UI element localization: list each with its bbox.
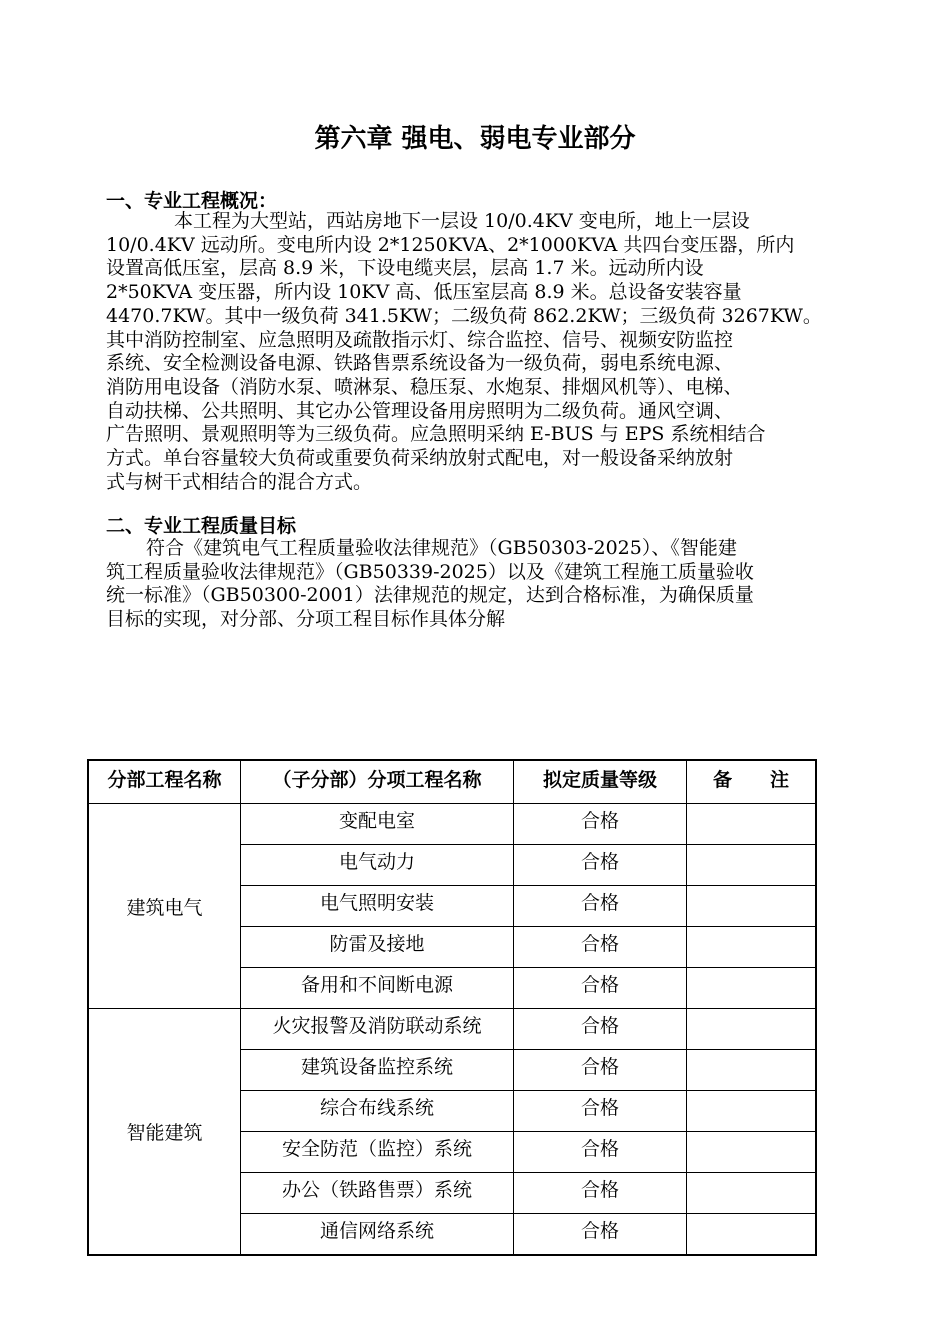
note-cell bbox=[687, 968, 817, 1009]
grade-cell: 合格 bbox=[514, 1091, 687, 1132]
header-division: 分部工程名称 bbox=[88, 760, 241, 804]
paragraph-line: 方式。单台容量较大负荷或重要负荷采纳放射式配电，对一般设备采纳放射 bbox=[106, 447, 734, 470]
grade-cell: 合格 bbox=[514, 1009, 687, 1050]
note-cell bbox=[687, 927, 817, 968]
paragraph-line: 设置高低压室，层高 8.9 米，下设电缆夹层，层高 1.7 米。远动所内设 bbox=[106, 257, 704, 280]
paragraph-line: 10/0.4KV 远动所。变电所内设 2*1250KVA、2*1000KVA 共四台变压器，所内 bbox=[106, 233, 795, 256]
paragraph-line: 自动扶梯、公共照明、其它办公管理设备用房照明为二级负荷。通风空调、 bbox=[106, 399, 734, 422]
item-cell: 安全防范（监控）系统 bbox=[241, 1132, 514, 1173]
paragraph-line: 本工程为大型站，西站房地下一层设 10/0.4KV 变电所，地上一层设 bbox=[174, 210, 750, 232]
item-cell: 电气动力 bbox=[241, 845, 514, 886]
item-cell: 建筑设备监控系统 bbox=[241, 1050, 514, 1091]
paragraph-line: 筑工程质量验收法律规范》（GB50339-2025）以及《建筑工程施工质量验收 bbox=[106, 560, 754, 583]
grade-cell: 合格 bbox=[514, 1214, 687, 1256]
note-cell bbox=[687, 845, 817, 886]
paragraph-line: 目标的实现，对分部、分项工程目标作具体分解 bbox=[106, 608, 506, 631]
division-cell: 智能建筑 bbox=[88, 1009, 241, 1256]
grade-cell: 合格 bbox=[514, 1132, 687, 1173]
grade-cell: 合格 bbox=[514, 1173, 687, 1214]
grade-cell: 合格 bbox=[514, 886, 687, 927]
paragraph-line: 其中消防控制室、应急照明及疏散指示灯、综合监控、信号、视频安防监控 bbox=[106, 328, 734, 351]
note-cell bbox=[687, 1050, 817, 1091]
grade-cell: 合格 bbox=[514, 1050, 687, 1091]
paragraph-line: 4470.7KW。其中一级负荷 341.5KW；二级负荷 862.2KW；三级负荷 3267KW。 bbox=[106, 304, 822, 327]
table-header-row bbox=[88, 760, 816, 804]
section-heading-overview: 一、专业工程概况： bbox=[106, 190, 278, 212]
paragraph-line: 系统、安全检测设备电源、铁路售票系统设备为一级负荷，弱电系统电源、 bbox=[106, 352, 734, 375]
note-cell bbox=[687, 804, 817, 845]
paragraph-line: 式与树干式相结合的混合方式。 bbox=[106, 470, 373, 493]
note-cell bbox=[687, 1173, 817, 1214]
item-cell: 通信网络系统 bbox=[241, 1214, 514, 1256]
note-cell bbox=[687, 886, 817, 927]
note-cell bbox=[687, 1214, 817, 1256]
header-note: 备 注 bbox=[687, 760, 817, 804]
division-cell: 建筑电气 bbox=[88, 804, 241, 1009]
item-cell: 变配电室 bbox=[241, 804, 514, 845]
item-cell: 综合布线系统 bbox=[241, 1091, 514, 1132]
table-row bbox=[88, 1009, 816, 1050]
overview-paragraph bbox=[106, 210, 846, 494]
grade-cell: 合格 bbox=[514, 927, 687, 968]
paragraph-line: 符合《建筑电气工程质量验收法律规范》（GB50303-2025）、《智能建 bbox=[146, 537, 737, 559]
header-subitem: （子分部）分项工程名称 bbox=[241, 760, 514, 804]
paragraph-line: 2*50KVA 变压器，所内设 10KV 高、低压室层高 8.9 米。总设备安装容量 bbox=[106, 281, 742, 304]
quality-target-table bbox=[87, 759, 817, 1256]
item-cell: 火灾报警及消防联动系统 bbox=[241, 1009, 514, 1050]
item-cell: 备用和不间断电源 bbox=[241, 968, 514, 1009]
note-cell bbox=[687, 1091, 817, 1132]
paragraph-line: 广告照明、景观照明等为三级负荷。应急照明采纳 E-BUS 与 EPS 系统相结合 bbox=[106, 423, 766, 446]
quality-goal-paragraph bbox=[106, 537, 846, 632]
section-heading-quality-goal: 二、专业工程质量目标 bbox=[106, 515, 297, 537]
item-cell: 电气照明安装 bbox=[241, 886, 514, 927]
paragraph-line: 消防用电设备（消防水泵、喷淋泵、稳压泵、水炮泵、排烟风机等）、电梯、 bbox=[106, 375, 743, 398]
grade-cell: 合格 bbox=[514, 968, 687, 1009]
grade-cell: 合格 bbox=[514, 804, 687, 845]
note-cell bbox=[687, 1132, 817, 1173]
item-cell: 防雷及接地 bbox=[241, 927, 514, 968]
header-grade: 拟定质量等级 bbox=[514, 760, 687, 804]
page-title: 第六章 强电、弱电专业部分 bbox=[314, 124, 636, 154]
note-cell bbox=[687, 1009, 817, 1050]
paragraph-line: 统一标准》（GB50300-2001）法律规范的规定，达到合格标准，为确保质量 bbox=[106, 584, 754, 607]
table-row bbox=[88, 804, 816, 845]
item-cell: 办公（铁路售票）系统 bbox=[241, 1173, 514, 1214]
grade-cell: 合格 bbox=[514, 845, 687, 886]
